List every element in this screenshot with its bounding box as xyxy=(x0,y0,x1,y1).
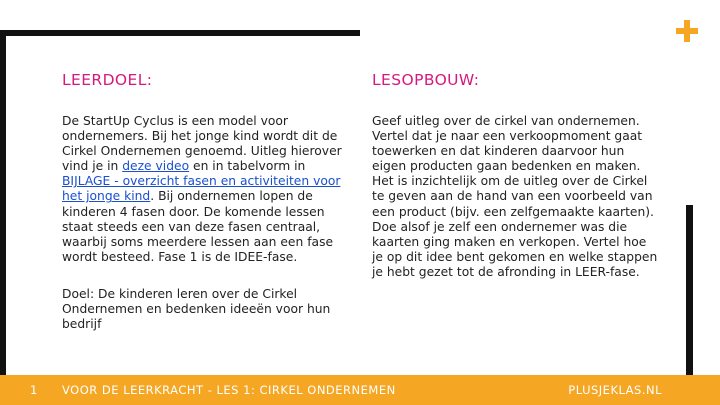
footer-bar xyxy=(0,375,720,405)
lesson-structure-section xyxy=(372,68,660,280)
lesson-structure-heading: LESOPBOUW: xyxy=(372,71,480,89)
course-title: VOOR DE LEERKRACHT - LES 1: CIRKEL ONDERNEMEN xyxy=(62,383,396,397)
learning-goal-text xyxy=(62,114,350,332)
frame-left-bar xyxy=(0,30,6,375)
lesson-structure-text: Geef uitleg over de cirkel van ondernemen. Vertel dat je naar een verkoopmoment gaat toewerken en dat kinderen daarvoor hun eigen producten gaan bedenken en maken. Het is inzichtelijk om de uitleg over de Cirkel te geven aan de hand van een voorbeeld van een product (bijv. een zelfgemaakte kaarten). Doe alsof je zelf een ondernemer was die kaarten ging maken en verkopen. Vertel hoe je op dit idee bent gekomen en welke stappen je hebt gezet tot de afronding in LEER-fase. xyxy=(372,114,658,279)
learning-goal-text-part1: De StartUp Cyclus is een model voor ondernemers. Bij het jonge kind wordt dit de Cirkel Ondernemen genoemd. Uitleg hierover vind je in xyxy=(62,114,342,174)
frame-right-bar xyxy=(686,205,693,375)
learning-goal-section xyxy=(62,68,350,332)
site-name: PLUSJEKLAS.NL xyxy=(568,383,662,397)
video-link[interactable]: deze video xyxy=(122,159,190,174)
goal-statement: Doel: De kinderen leren over de Cirkel Ondernemen en bedenken ideeën voor hun bedrijf xyxy=(62,286,331,332)
plus-icon xyxy=(676,20,698,42)
frame-top-bar xyxy=(0,30,360,36)
appendix-link[interactable]: BIJLAGE - overzicht fasen en activiteiten voor het jonge kind xyxy=(62,174,341,204)
learning-goal-text-part2: en in tabelvorm in xyxy=(189,159,306,174)
learning-goal-heading: LEERDOEL: xyxy=(62,71,153,89)
learning-goal-text-part3: . Bij ondernemen lopen de kinderen 4 fasen door. De komende lessen staat steeds een van deze fasen centraal, waarbij soms meerdere lessen aan een fase wordt besteed. Fase 1 is de IDEE-fase. xyxy=(62,189,334,264)
page-number: 1 xyxy=(30,383,38,397)
